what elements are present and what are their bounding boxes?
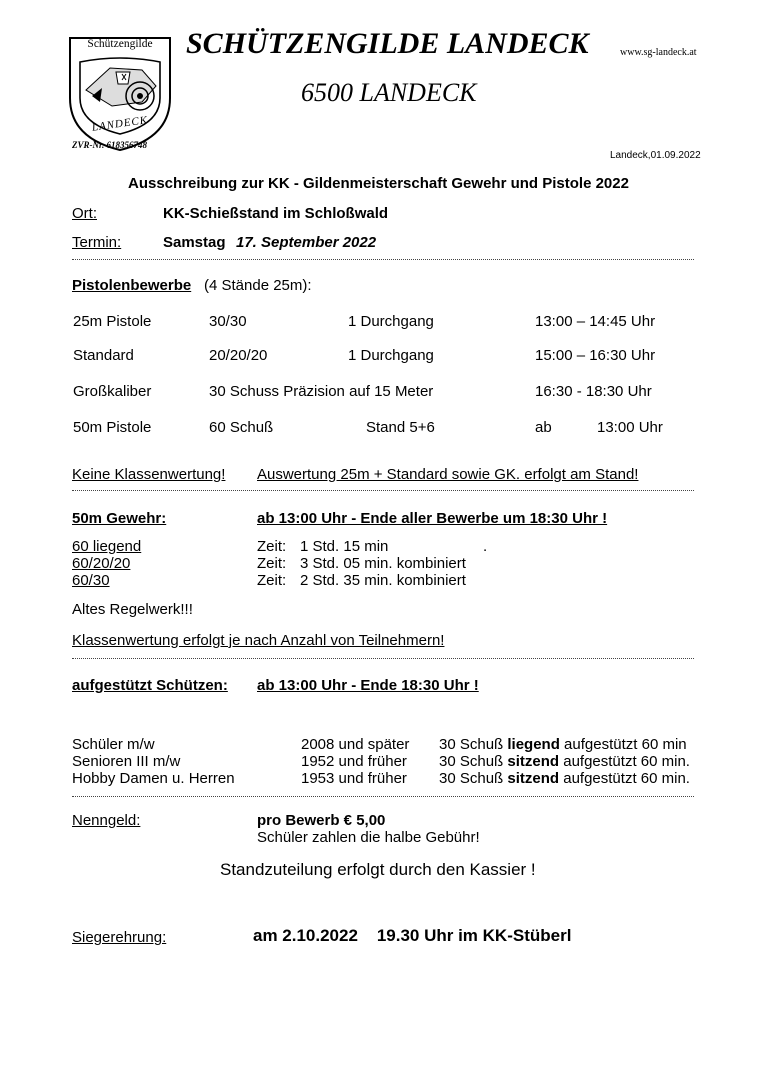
siegerehrung-label: Siegerehrung: (72, 929, 167, 946)
aufgestuetzt-time: ab 13:00 Uhr - Ende 18:30 Uhr ! (257, 677, 479, 694)
ort-value: KK-Schießstand im Schloßwald (163, 205, 389, 222)
pistole-footer-right: Auswertung 25m + Standard sowie GK. erfolgt am Stand! (257, 466, 639, 483)
pistole-row-time: 13:00 – 14:45 Uhr (535, 313, 656, 330)
aufgestuetzt-row-year: 1952 und früher (301, 753, 407, 770)
pistole-footer-left: Keine Klassenwertung! (72, 466, 226, 483)
divider (72, 796, 694, 797)
aufgestuetzt-row-desc: 30 Schuß sitzend aufgestützt 60 min. (439, 770, 690, 787)
pistole-row-shots: 30/30 (209, 313, 247, 330)
pistole-row-shots: 30 Schuss Präzision auf 15 Meter (209, 383, 434, 400)
pistole-row-time: 16:30 - 18:30 Uhr (535, 383, 652, 400)
aufgestuetzt-row-year: 2008 und später (301, 736, 410, 753)
pistole-title: Pistolenbewerbe (72, 277, 192, 294)
logo-top-text: Schützengilde (87, 38, 153, 50)
pistole-row-time: 13:00 Uhr (597, 419, 663, 436)
divider (72, 658, 694, 659)
aufgestuetzt-row-desc: 30 Schuß sitzend aufgestützt 60 min. (439, 753, 690, 770)
gewehr-title: 50m Gewehr: (72, 510, 167, 527)
gewehr-row-name: 60/20/20 (72, 555, 131, 572)
termin-date: 17. September 2022 (236, 234, 377, 251)
club-logo (66, 34, 174, 152)
zvr-number: ZVR-Nr. 618356748 (72, 140, 148, 150)
aufgestuetzt-row-name: Senioren III m/w (72, 753, 181, 770)
gewehr-row-value: 1 Std. 15 min (300, 538, 389, 555)
gewehr-row-label: Zeit: (257, 572, 287, 589)
club-city: 6500 LANDECK (301, 78, 477, 107)
standzuteilung-note: Standzuteilung erfolgt durch den Kassier ! (220, 860, 536, 879)
gewehr-row-label: Zeit: (257, 538, 287, 555)
pistole-row-name: Großkaliber (73, 383, 152, 400)
termin-day: Samstag (163, 234, 226, 251)
aufgestuetzt-title: aufgestützt Schützen: (72, 677, 228, 694)
pistole-row-shots: 20/20/20 (209, 347, 268, 364)
pistole-row-time: 15:00 – 16:30 Uhr (535, 347, 656, 364)
aufgestuetzt-row-desc: 30 Schuß liegend aufgestützt 60 min (439, 736, 687, 753)
pistole-row-name: 25m Pistole (73, 313, 152, 330)
pistole-row-name: Standard (73, 347, 134, 364)
aufgestuetzt-row-name: Hobby Damen u. Herren (72, 770, 235, 787)
pistole-note: (4 Stände 25m): (204, 277, 312, 294)
pistole-row-name: 50m Pistole (73, 419, 152, 436)
pistole-row-info: 1 Durchgang (348, 313, 434, 330)
pistole-row-time-prefix: ab (535, 419, 552, 436)
gewehr-row-label: Zeit: (257, 555, 287, 572)
siegerehrung-value: am 2.10.2022 19.30 Uhr im KK-Stüberl (253, 926, 572, 945)
gewehr-row-name: 60/30 (72, 572, 110, 589)
divider (72, 259, 694, 260)
nenngeld-label: Nenngeld: (72, 812, 141, 829)
gewehr-time: ab 13:00 Uhr - Ende aller Bewerbe um 18:30 Uhr ! (257, 510, 608, 527)
ort-label: Ort: (72, 205, 97, 222)
website-link[interactable]: www.sg-landeck.at (620, 47, 697, 58)
gewehr-row-value: 3 Std. 05 min. kombiniert (300, 555, 466, 572)
gewehr-row-name: 60 liegend (72, 538, 142, 555)
gewehr-row-extra: . (483, 538, 488, 555)
pistole-row-info: 1 Durchgang (348, 347, 434, 364)
termin-label: Termin: (72, 234, 122, 251)
club-title: SCHÜTZENGILDE LANDECK (186, 27, 589, 60)
pistole-row-info: Stand 5+6 (366, 419, 435, 436)
document-heading: Ausschreibung zur KK - Gildenmeisterschaft Gewehr und Pistole 2022 (128, 175, 629, 192)
divider (72, 490, 694, 491)
logo-bottom-text: LANDECK (91, 114, 149, 134)
aufgestuetzt-row-year: 1953 und früher (301, 770, 407, 787)
gewehr-row-value: 2 Std. 35 min. kombiniert (300, 572, 466, 589)
nenngeld-note: Schüler zahlen die halbe Gebühr! (257, 829, 480, 846)
aufgestuetzt-row-name: Schüler m/w (72, 736, 155, 753)
gewehr-class-note: Klassenwertung erfolgt je nach Anzahl von Teilnehmern! (72, 632, 445, 649)
pistole-row-shots: 60 Schuß (209, 419, 274, 436)
document-date: Landeck,01.09.2022 (610, 150, 701, 161)
nenngeld-value: pro Bewerb € 5,00 (257, 812, 386, 829)
gewehr-note: Altes Regelwerk!!! (72, 601, 193, 618)
